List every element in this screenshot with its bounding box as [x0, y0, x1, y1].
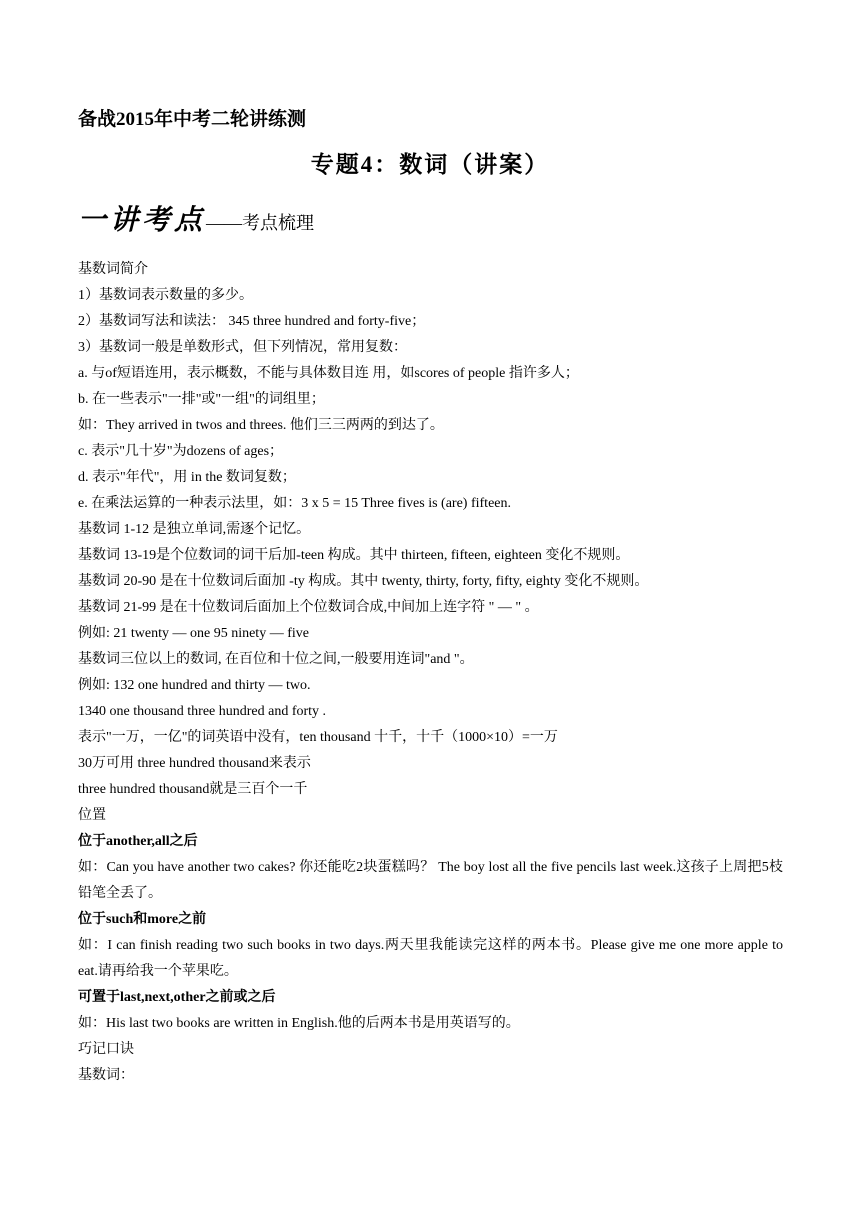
text-line: 2）基数词写法和读法： 345 three hundred and forty-five；	[78, 314, 426, 329]
subheading: 位于such和more之前	[78, 912, 207, 927]
text-line: 如：His last two books are written in English.他的后两本书是用英语写的。	[78, 1016, 520, 1031]
text-line: 巧记口诀	[78, 1042, 134, 1057]
text-line: 如：They arrived in twos and threes. 他们三三两两的到达了。	[78, 418, 444, 433]
text-line: d. 表示"年代"，用 in the 数词复数；	[78, 470, 296, 485]
text-line: 基数词三位以上的数词, 在百位和十位之间,一般要用连词"and "。	[78, 652, 474, 667]
text-line: three hundred thousand就是三百个一千	[78, 782, 308, 797]
text-line: 基数词简介	[78, 262, 148, 277]
subheading: 可置于last,next,other之前或之后	[78, 990, 276, 1005]
text-line: 例如: 132 one hundred and thirty — two.	[78, 678, 311, 693]
text-line: b. 在一些表示"一排"或"一组"的词组里；	[78, 392, 325, 407]
text-line: 30万可用 three hundred thousand来表示	[78, 756, 311, 771]
text-line: c. 表示"几十岁"为dozens of ages；	[78, 444, 284, 459]
body-text	[78, 257, 783, 1089]
section-subtitle: ——考点梳理	[206, 213, 315, 233]
text-line: 基数词：	[78, 1068, 134, 1083]
text-line: 1）基数词表示数量的多少。	[78, 288, 253, 303]
text-line: 基数词 21-99 是在十位数词后面加上个位数词合成,中间加上连字符 " — " 。	[78, 600, 539, 615]
text-line: 3）基数词一般是单数形式，但下列情况，常用复数：	[78, 340, 407, 355]
text-line: 表示"一万，一亿"的词英语中没有，ten thousand 十千，十千（1000×10）=一万	[78, 730, 558, 745]
section-heading	[78, 198, 314, 238]
subheading: 位于another,all之后	[78, 834, 198, 849]
header-title: 备战2015年中考二轮讲练测	[78, 109, 307, 130]
text-line: 例如: 21 twenty — one 95 ninety — five	[78, 626, 309, 641]
text-line: 基数词 1-12 是独立单词,需逐个记忆。	[78, 522, 311, 537]
text-line: 1340 one thousand three hundred and forty .	[78, 704, 327, 719]
text-line: 基数词 13-19是个位数词的词干后加-teen 构成。其中 thirteen, fifteen, eighteen 变化不规则。	[78, 548, 630, 563]
text-line: e. 在乘法运算的一种表示法里，如：3 x 5 = 15 Three fives is (are) fifteen.	[78, 496, 511, 511]
section-banner-text: 一讲考点	[78, 203, 207, 236]
text-line: 基数词 20-90 是在十位数词后面加 -ty 构成。其中 twenty, thirty, forty, fifty, eighty 变化不规则。	[78, 574, 649, 589]
example-paragraph: 如：Can you have another two cakes? 你还能吃2块蛋糕吗？ The boy lost all the five pencils last week.这孩子上周把5枝铅笔全丢了。	[78, 860, 783, 901]
document-title: 专题4：数词（讲案）	[310, 152, 550, 177]
example-paragraph: 如：I can finish reading two such books in two days.两天里我能读完这样的两本书。Please give me one more apple to eat.请再给我一个苹果吃。	[78, 938, 783, 979]
text-line: 位置	[78, 808, 106, 823]
text-line: a. 与of短语连用，表示概数，不能与具体数目连 用，如scores of people 指许多人；	[78, 366, 579, 381]
